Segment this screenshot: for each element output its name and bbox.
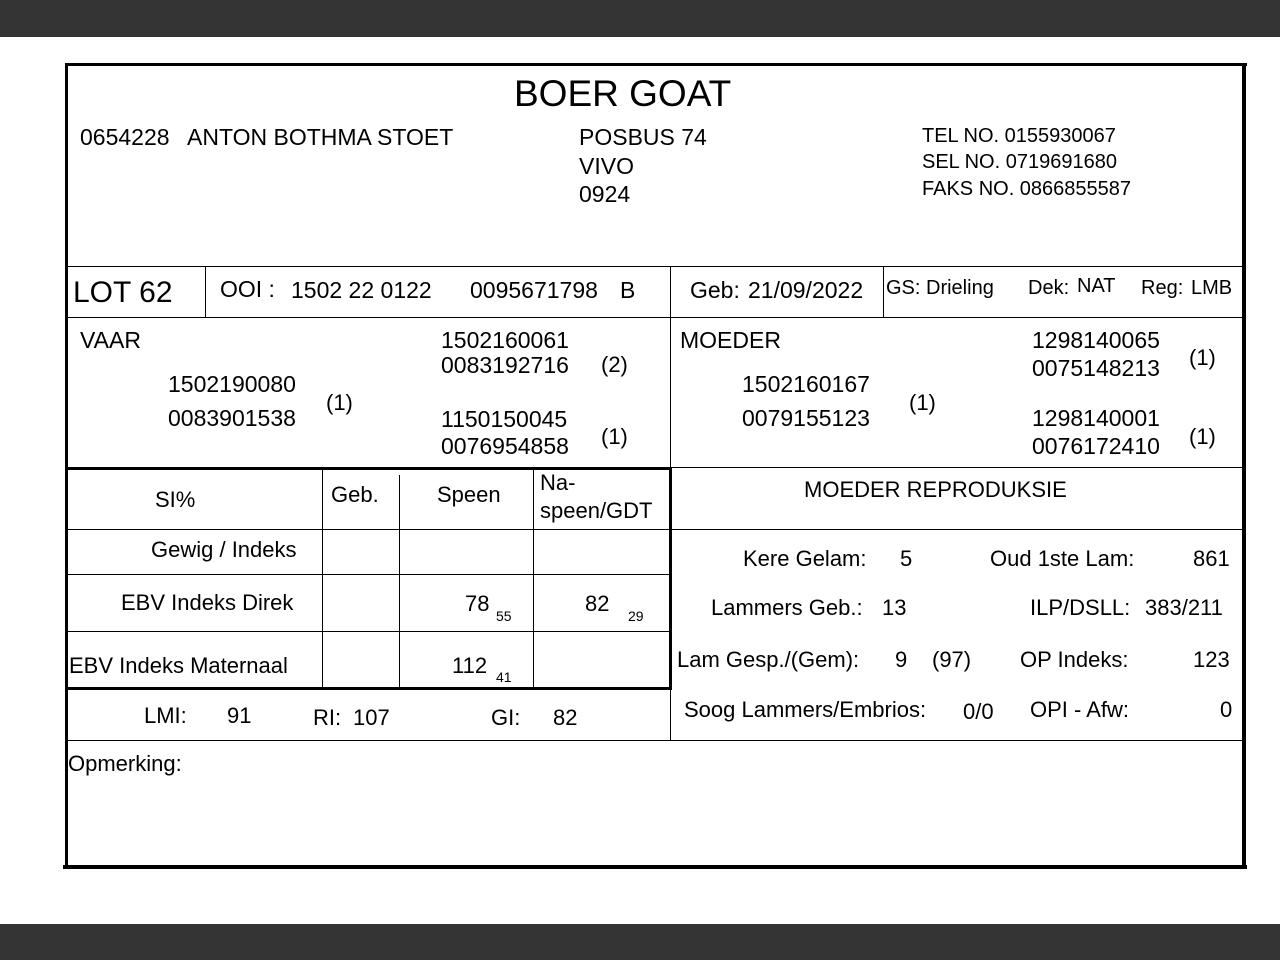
naspeen-header-line1: Na- [540,470,576,495]
rule-lot-div1 [205,266,206,317]
opi-label: OPI - Afw: [1030,697,1130,722]
rule-perf-col2 [399,475,400,689]
speen-header: Speen [437,482,501,507]
geb-label: Geb: [690,277,740,303]
ebv-direk-naspeen-value: 82 [585,591,610,616]
si-header: SI% [155,487,196,512]
sel-number: SEL NO. 0719691680 [922,151,1117,173]
gesp-label: Lam Gesp./(Gem): [677,647,860,672]
moeder-sire-count: (1) [1189,345,1216,370]
moeder-dam-id: 1298140001 [1032,405,1160,431]
lmi-value: 91 [227,703,252,728]
moeder-dam-reg: 0076172410 [1032,433,1160,459]
remarks-label: Opmerking: [68,751,182,776]
reproduction-title: MOEDER REPRODUKSIE [804,477,1067,502]
rule-lot-div2 [883,266,884,317]
ri-value: 107 [353,705,390,730]
lmi-label: LMI: [144,703,187,728]
lammers-value: 13 [882,595,907,620]
moeder-dam-count: (1) [1189,424,1216,449]
lammers-label: Lammers Geb.: [711,595,863,620]
rule-remarks-top [65,740,1245,741]
ebv-direk-row-label: EBV Indeks Direk [121,590,294,615]
ooi-grade: B [620,277,636,303]
rule-repro-top [670,467,1245,468]
op-value: 123 [1193,647,1230,672]
dek-label: Dek: [1028,277,1070,299]
rule-lot-bottom [65,317,1245,318]
op-label: OP Indeks: [1020,647,1129,672]
vaar-dam-id: 1150150045 [441,406,568,432]
reg-label: Reg: [1141,277,1184,299]
border-bottom [63,865,1247,869]
breeder-number: 0654228 [80,124,170,150]
dek-value: NAT [1077,275,1116,297]
gi-value: 82 [553,705,578,730]
rule-perf-right [669,467,672,690]
oud-label: Oud 1ste Lam: [990,546,1135,571]
gs-value: GS: Drieling [886,277,994,299]
oud-value: 861 [1193,546,1230,571]
vaar-id: 1502190080 [168,371,296,397]
rule-perf-bottom [65,687,672,690]
rule-repro-header [670,529,1245,530]
breeder-name: ANTON BOTHMA STOET [187,124,454,150]
moeder-sire-reg: 0075148213 [1032,355,1160,381]
lot-number: LOT 62 [73,276,173,309]
geb-header: Geb. [331,482,379,507]
tel-number: TEL NO. 0155930067 [922,125,1116,147]
kere-value: 5 [900,546,913,571]
ebv-maternaal-row-label: EBV Indeks Maternaal [69,653,288,678]
naspeen-header-line2: speen/GDT [540,498,653,523]
vaar-label: VAAR [80,327,141,353]
vaar-reg: 0083901538 [168,405,296,431]
ebv-direk-naspeen-accuracy: 29 [628,608,644,624]
vaar-dam-count: (1) [601,424,628,449]
ebv-maternaal-speen-accuracy: 41 [496,669,512,685]
rule-perf-header [67,529,670,530]
gesp-value: 9 [895,647,908,672]
ebv-direk-speen-value: 78 [465,591,490,616]
gewig-row-label: Gewig / Indeks [151,537,297,562]
reg-value: LMB [1191,277,1233,299]
vaar-sire-reg: 0083192716 [441,352,569,378]
address-line-3: 0924 [579,181,631,207]
rule-perf-row2 [67,631,670,632]
vaar-dam-reg: 0076954858 [441,433,569,459]
moeder-sire-id: 1298140065 [1032,327,1160,353]
opi-value: 0 [1220,697,1233,722]
border-top [65,63,1247,66]
ooi-label: OOI : [220,276,275,302]
ebv-direk-speen-accuracy: 55 [496,608,512,624]
soog-value: 0/0 [963,699,994,724]
moeder-reg: 0079155123 [742,405,870,431]
vaar-sire-count: (2) [601,352,628,377]
soog-label: Soog Lammers/Embrios: [684,697,927,722]
ilp-label: ILP/DSLL: [1030,595,1131,620]
moeder-label: MOEDER [680,327,781,353]
moeder-id: 1502160167 [742,371,870,397]
rule-lot-top [65,266,1245,267]
vaar-sire-id: 1502160061 [441,327,569,353]
border-right [1242,63,1246,868]
page-title: BOER GOAT [514,73,732,114]
address-line-1: POSBUS 74 [579,124,707,150]
ri-label: RI: [313,705,342,730]
kere-label: Kere Gelam: [743,546,867,571]
address-line-2: VIVO [579,153,634,179]
border-left [65,63,68,868]
vaar-count: (1) [326,390,353,415]
ooi-reg: 0095671798 [470,277,598,303]
ilp-value: 383/211 [1145,595,1223,620]
geb-date: 21/09/2022 [748,277,864,303]
rule-perf-col1 [322,467,323,689]
gi-label: GI: [491,705,521,730]
moeder-count: (1) [909,390,936,415]
ebv-maternaal-speen-value: 112 [452,653,488,678]
rule-perf-top [65,467,672,470]
rule-perf-row1 [67,574,670,575]
ooi-id: 1502 22 0122 [291,277,432,303]
faks-number: FAKS NO. 0866855587 [922,178,1132,200]
rule-perf-col3 [533,467,534,689]
gesp-gem: (97) [932,647,972,672]
